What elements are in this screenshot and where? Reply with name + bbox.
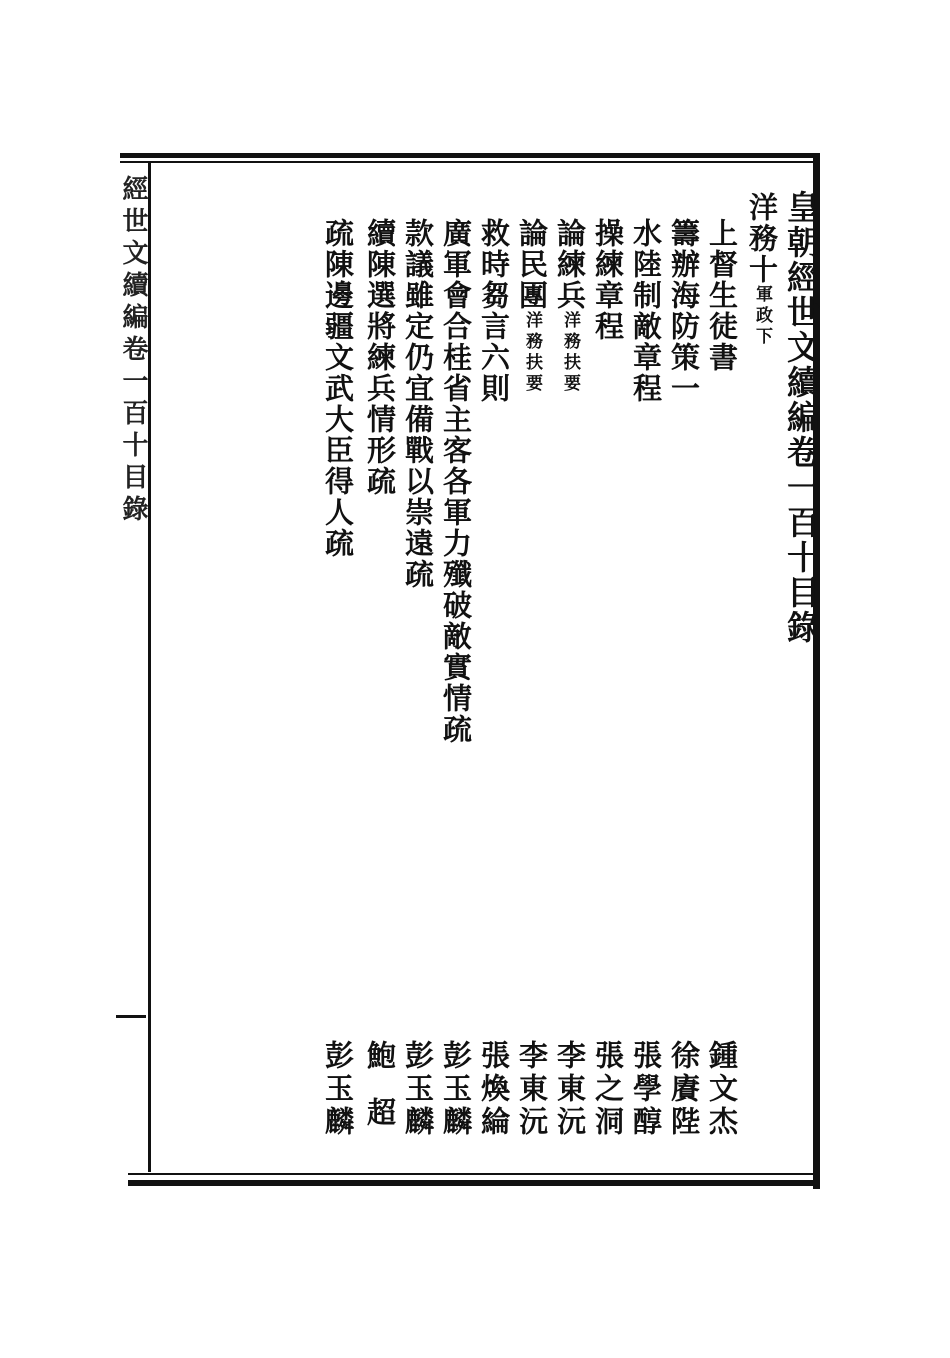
entry-note: 洋務扶要: [560, 311, 580, 395]
list-item: [664, 218, 705, 404]
section-heading: [742, 192, 783, 348]
entry-author: 鮑超: [363, 1040, 397, 1154]
entry-author: 鍾文杰: [705, 1040, 739, 1139]
entry-title: 廣軍會合桂省主客各軍力殲破敵實情疏: [439, 218, 473, 745]
entry-author: 徐賡陛: [667, 1040, 701, 1139]
entry-title: 疏陳邊疆文武大臣得人疏: [321, 218, 355, 559]
list-item: [588, 218, 629, 342]
spine-title: 經世文續編卷一百十目錄: [118, 175, 148, 527]
frame-bottom-border: [128, 1180, 820, 1186]
list-item: [436, 218, 477, 745]
frame-top-border: [120, 153, 820, 158]
entry-author: 張學醇: [629, 1040, 663, 1139]
entry-title: 水陸制敵章程: [629, 218, 663, 404]
entry-title: 續陳選將練兵情形疏: [363, 218, 397, 497]
list-item: [360, 218, 401, 497]
fold-line: [148, 162, 151, 1172]
entry-title: 上督生徒書: [705, 218, 739, 373]
entry-title: 救時芻言六則: [477, 218, 511, 404]
entry-author: 彭玉麟: [321, 1040, 355, 1139]
section-label: 洋務十: [745, 192, 779, 285]
list-item: [702, 218, 743, 373]
entry-title: 款議雖定仍宜備戰以崇遠疏: [401, 218, 435, 590]
entry-author: 張之洞: [591, 1040, 625, 1139]
section-note: 軍政下: [752, 285, 772, 348]
entry-author: 李東沅: [553, 1040, 587, 1139]
list-item: [474, 218, 515, 404]
list-item: [550, 218, 591, 395]
entry-author: 李東沅: [515, 1040, 549, 1139]
entry-title: 論練兵: [553, 218, 587, 311]
frame-bottom-inner-border: [128, 1173, 820, 1175]
entry-title: 籌辦海防策一: [667, 218, 701, 404]
list-item: [318, 218, 359, 559]
entry-author: 彭玉麟: [401, 1040, 435, 1139]
entry-author: 張煥綸: [477, 1040, 511, 1139]
entry-title: 操練章程: [591, 218, 625, 342]
fold-mark: [116, 1015, 146, 1018]
frame-top-inner-border: [120, 161, 820, 163]
entry-note: 洋務扶要: [522, 311, 542, 395]
list-item: [512, 218, 553, 395]
entry-author: 彭玉麟: [439, 1040, 473, 1139]
page-title: 皇朝經世文續編卷一百十目錄: [782, 190, 821, 645]
list-item: [398, 218, 439, 590]
entry-title: 論民團: [515, 218, 549, 311]
list-item: [626, 218, 667, 404]
